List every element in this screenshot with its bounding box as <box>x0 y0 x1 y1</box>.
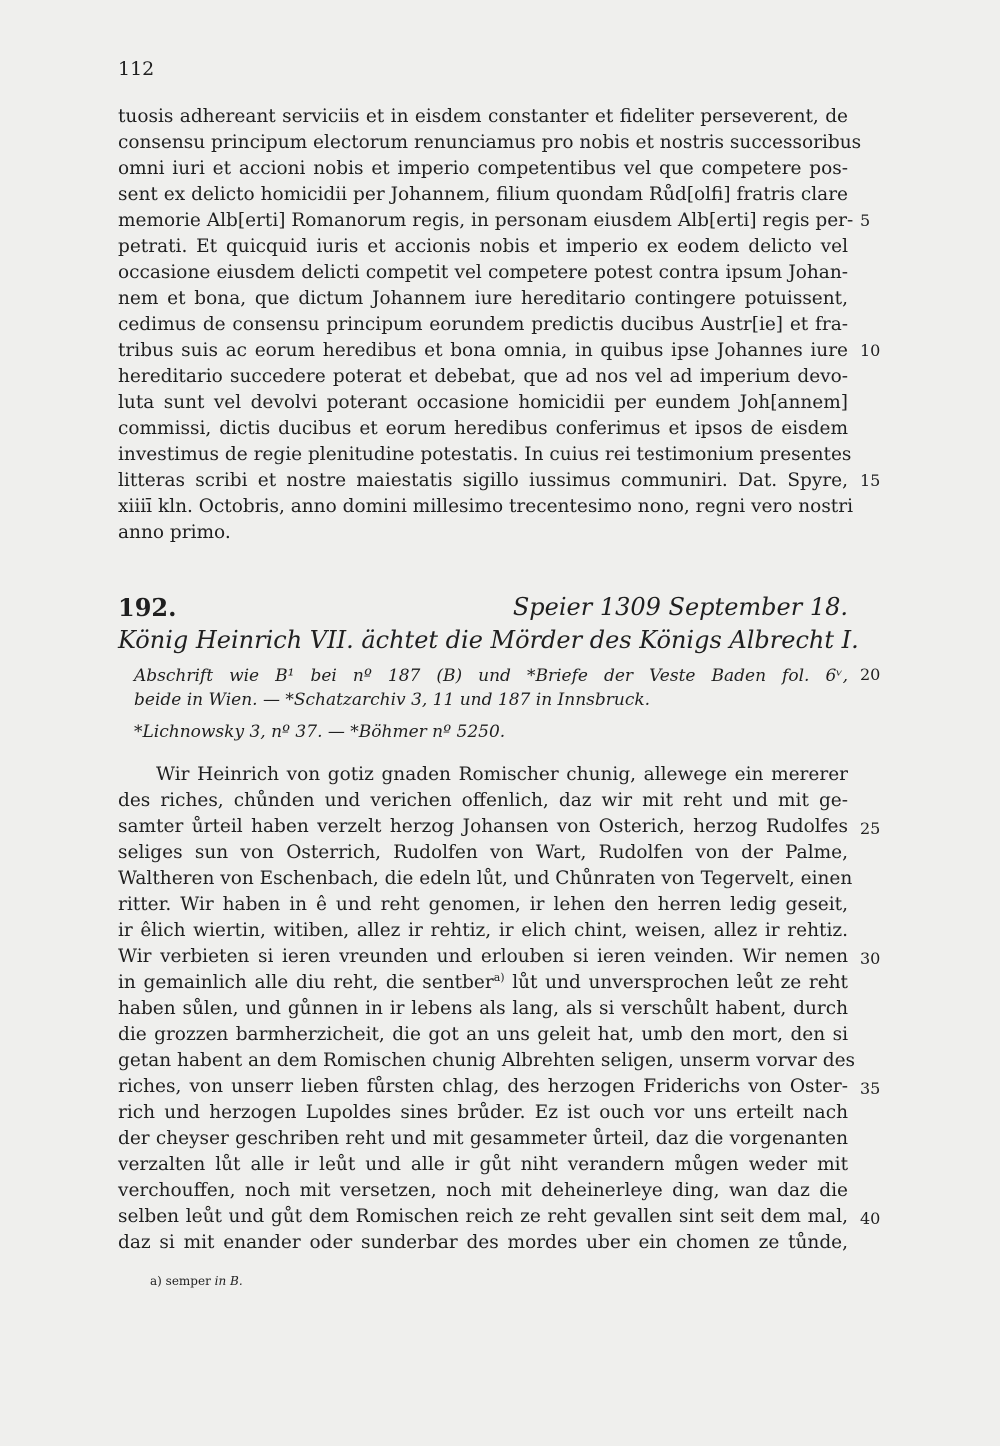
footnote-reference: in B. <box>214 1274 243 1288</box>
text-line: riches, von unserr lieben fůrsten chlag, des herzogen Friderichs von Oster- <box>118 1076 848 1097</box>
footnote <box>150 1274 243 1288</box>
line-number: 25 <box>860 819 881 838</box>
text-line: tribus suis ac eorum heredibus et bona omnia, in quibus ipse Johannes iure <box>118 340 848 361</box>
line-number: 30 <box>860 949 881 968</box>
line-number: 20 <box>860 665 881 684</box>
text-line: getan habent an dem Romischen chunig Albrehten seligen, unserm vorvar des <box>118 1050 856 1071</box>
text-line: die grozzen barmherzicheit, die got an uns geleit hat, umb den mort, den si <box>118 1024 848 1045</box>
document-title: König Heinrich VII. ächtet die Mörder des Königs Albrecht I. <box>118 626 859 654</box>
text-line: luta sunt vel devolvi poterant occasione homicidii per eundem Joh[annem] <box>118 392 848 413</box>
page-number: 112 <box>118 58 155 80</box>
text-line: investimus de regie plenitudine potestatis. In cuius rei testimonium presentes <box>118 444 852 465</box>
footnote-word: semper <box>165 1274 211 1288</box>
line-number: 35 <box>860 1079 881 1098</box>
line-number: 5 <box>860 211 871 230</box>
text-line: ir êlich wiertin, witiben, allez ir rehtiz, ir elich chint, weisen, allez ir rehtiz. <box>118 920 848 941</box>
document-number: 192. <box>118 593 177 622</box>
text-line: haben sůlen, und gůnnen in ir lebens als lang, als si verschůlt habent, durch <box>118 998 848 1019</box>
text-line: des riches, chůnden und verichen offenlich, daz wir mit reht und mit ge- <box>118 790 848 811</box>
text-line: commissi, dictis ducibus et eorum heredibus conferimus et ipsos de eisdem <box>118 418 848 439</box>
text-line: Waltheren von Eschenbach, die edeln lůt, und Chůnraten von Tegervelt, einen <box>118 868 853 889</box>
text-line: Wir verbieten si ieren vreunden und erlouben si ieren veinden. Wir nemen <box>118 946 848 967</box>
document-date: Speier 1309 September 18. <box>512 593 848 621</box>
footnote-label: a) <box>150 1274 162 1288</box>
text-line: der cheyser geschriben reht und mit gesammeter ůrteil, daz die vorgenanten <box>118 1128 848 1149</box>
text-line: tuosis adhereant serviciis et in eisdem constanter et fideliter perseverent, de <box>118 106 848 127</box>
text-line-start: in gemainlich alle diu reht, die sentber <box>118 972 494 993</box>
text-line: verchouffen, noch mit versetzen, noch mit deheinerleye ding, wan daz die <box>118 1180 848 1201</box>
text-line: litteras scribi et nostre maiestatis sigillo iussimus communiri. Dat. Spyre, <box>118 470 848 491</box>
text-line: omni iuri et accioni nobis et imperio competentibus vel que competere pos- <box>118 158 848 179</box>
text-line: samter ůrteil haben verzelt herzog Johansen von Osterich, herzog Rudolfes <box>118 816 848 837</box>
line-number: 15 <box>860 471 881 490</box>
text-line: verzalten lůt alle ir leůt und alle ir gůt niht verandern můgen weder mit <box>118 1154 848 1175</box>
text-line: hereditario succedere poterat et debebat, que ad nos vel ad imperium devo- <box>118 366 848 387</box>
footnote-marker: a) <box>493 970 505 984</box>
text-line-end: lůt und unversprochen leůt ze reht <box>504 972 848 993</box>
text-line: ritter. Wir haben in ê und reht genomen, ir lehen den herren ledig geseit, <box>118 894 848 915</box>
text-line: memorie Alb[erti] Romanorum regis, in personam eiusdem Alb[erti] regis per- <box>118 210 854 231</box>
text-line <box>118 970 848 996</box>
line-number: 10 <box>860 341 881 360</box>
text-line: sent ex delicto homicidii per Johannem, filium quondam Růd[olfi] fratris clare <box>118 184 848 205</box>
text-line: xiiiī kln. Octobris, anno domini millesimo trecentesimo nono, regni vero nostri <box>118 496 854 517</box>
source-note: beide in Wien. — *Schatzarchiv 3, 11 und 187 in Innsbruck. <box>134 690 651 710</box>
text-line: seliges sun von Osterrich, Rudolfen von Wart, Rudolfen von der Palme, <box>118 842 848 863</box>
text-line: rich und herzogen Lupoldes sines brůder. Ez ist ouch vor uns erteilt nach <box>118 1102 848 1123</box>
text-line: daz si mit enander oder sunderbar des mordes uber ein chomen ze tůnde, <box>118 1232 848 1253</box>
text-line: anno primo. <box>118 522 231 543</box>
text-line: occasione eiusdem delicti competit vel competere potest contra ipsum Johan- <box>118 262 848 283</box>
source-note: *Lichnowsky 3, nº 37. — *Böhmer nº 5250. <box>134 722 506 742</box>
text-line: Wir Heinrich von gotiz gnaden Romischer chunig, allewege ein mererer <box>156 764 848 785</box>
text-line: consensu principum electorum renunciamus pro nobis et nostris successoribus <box>118 132 862 153</box>
text-line: petrati. Et quicquid iuris et accionis nobis et imperio ex eodem delicto vel <box>118 236 848 257</box>
text-line: selben leůt und gůt dem Romischen reich ze reht gevallen sint seit dem mal, <box>118 1206 848 1227</box>
text-line: nem et bona, que dictum Johannem iure hereditario contingere potuissent, <box>118 288 848 309</box>
text-line: cedimus de consensu principum eorundem predictis ducibus Austr[ie] et fra- <box>118 314 848 335</box>
line-number: 40 <box>860 1209 881 1228</box>
source-note: Abschrift wie B¹ bei nº 187 (B) und *Briefe der Veste Baden fol. 6ᵛ, <box>134 666 848 686</box>
